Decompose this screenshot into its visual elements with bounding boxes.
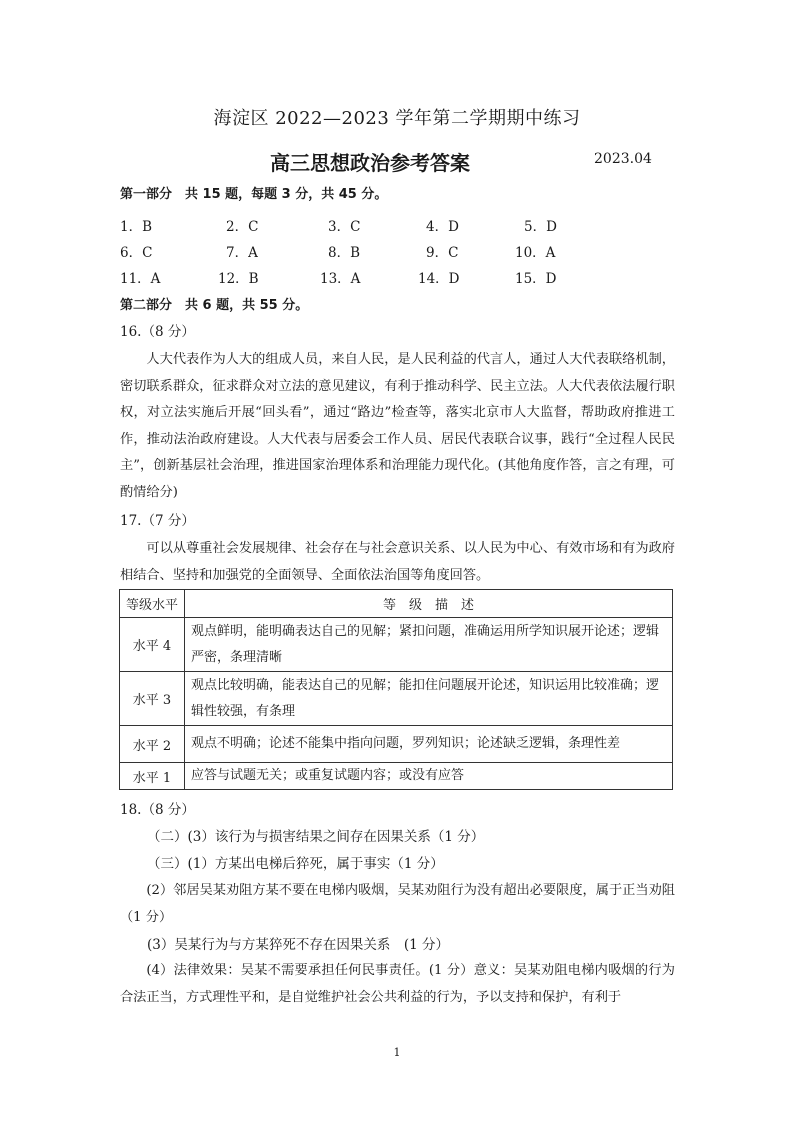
answer-item: 4．D [426,219,459,235]
q18-line: （二）(3）该行为与损害结果之间存在因果关系（1 分） [147,829,485,845]
q18-point-2: (2）邻居吴某劝阻方某不要在电梯内吸烟，吴某劝阻行为没有超出必要限度，属于正当劝阻（1 分） [120,883,675,925]
answer-item: 1．B [120,219,153,235]
q16-label: 16.（8 分） [120,324,195,340]
q18-label: 18.（8 分） [120,802,195,818]
q18-line: （三）(1）方某出电梯后猝死，属于事实（1 分） [147,856,444,872]
description-cell: 观点比较明确，能表达自己的见解；能扣住问题展开论述，知识运用比较准确；逻辑性较强，有条理 [185,672,673,726]
grading-table [119,589,673,790]
level-cell: 水平 1 [120,763,185,790]
answer-item: 6．C [120,245,153,261]
q18-point-3: (3）吴某行为与方某猝死不存在因果关系 (1 分） [147,937,450,953]
level-cell: 水平 2 [120,726,185,763]
answer-item: 14．D [418,271,460,287]
answer-item: 10．A [515,245,556,261]
q17-label: 17.（7 分） [120,513,195,529]
document-subtitle: 高三思想政治参考答案 [270,151,470,175]
table-row [120,618,673,672]
description-cell: 应答与试题无关；或重复试题内容；或没有应答 [185,763,673,790]
answer-item: 13．A [320,271,361,287]
answer-item: 11．A [120,271,161,287]
table-header-level: 等级水平 [120,590,185,618]
answer-item: 7．A [226,245,258,261]
answer-item: 9．C [426,245,459,261]
table-row [120,763,673,790]
answer-row [120,266,680,292]
answer-item: 2．C [226,219,259,235]
answer-item: 12．B [218,271,259,287]
answer-item: 3．C [328,219,361,235]
level-cell: 水平 3 [120,672,185,726]
answer-item: 5．D [524,219,557,235]
answer-row [120,240,680,266]
q18-point-4: (4）法律效果：吴某不需要承担任何民事责任。(1 分）意义：吴某劝阻电梯内吸烟的行为合法正当，方式理性平和，是自觉维护社会公共利益的行为，予以支持和保护，有利于 [120,963,675,1005]
q16-answer: 人大代表作为人大的组成人员，来自人民，是人民利益的代言人，通过人大代表联络机制，密切联系群众，征求群众对立法的意见建议，有利于推动科学、民主立法。人大代表依法履行职权，对立法实施后开展“回头看”，通过“路边”检查等，落实北京市人大监督，帮助政府推进工作，推动法治政府建设。人大代表与居委会工作人员、居民代表联合议事，践行“全过程人民民主”，创新基层社会治理，推进国家治理体系和治理能力现代化。(其他角度作答，言之有理，可酌情给分) [120,352,675,500]
document-date: 2023.04 [594,151,652,167]
table-header-row [120,590,673,618]
answer-row [120,214,680,240]
answer-item: 15．D [515,271,557,287]
table-header-description: 等 级 描 述 [185,590,673,618]
answer-item: 8．B [328,245,361,261]
part2-heading: 第二部分 共 6 题，共 55 分。 [120,298,309,313]
table-row [120,726,673,763]
q17-intro: 可以从尊重社会发展规律、社会存在与社会意识关系、以人民为中心、有效市场和有为政府相结合、坚持和加强党的全面领导、全面依法治国等角度回答。 [120,541,675,583]
level-cell: 水平 4 [120,618,185,672]
document-title: 海淀区 2022—2023 学年第二学期期中练习 [213,108,581,129]
description-cell: 观点不明确；论述不能集中指向问题，罗列知识；论述缺乏逻辑，条理性差 [185,726,673,763]
page-number: 1 [393,1046,401,1059]
part1-heading: 第一部分 共 15 题，每题 3 分，共 45 分。 [120,187,388,202]
table-row [120,672,673,726]
description-cell: 观点鲜明，能明确表达自己的见解；紧扣问题，准确运用所学知识展开论述；逻辑严密，条理清晰 [185,618,673,672]
